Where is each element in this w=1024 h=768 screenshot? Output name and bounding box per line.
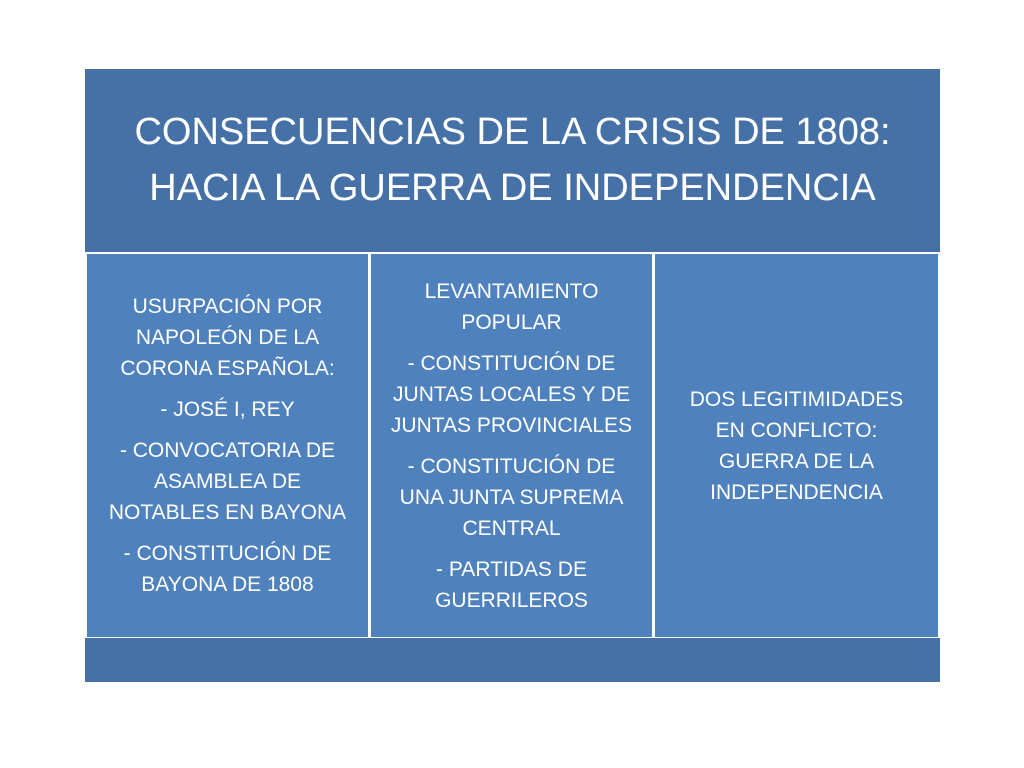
- column-1-item-1: - JOSÉ I, REY: [160, 398, 295, 421]
- columns-row: [85, 252, 940, 638]
- column-1-item-2: - CONVOCATORIA DE ASAMBLEA DE NOTABLES EN BAYONA: [108, 439, 347, 524]
- diagram-table: [85, 69, 940, 682]
- column-levantamiento: [371, 254, 652, 637]
- column-usurpacion: [87, 254, 368, 637]
- title-line-1: CONSECUENCIAS DE LA CRISIS DE 1808:: [134, 111, 891, 153]
- title-line-2: HACIA LA GUERRA DE INDEPENDENCIA: [149, 167, 876, 209]
- column-1-heading: USURPACIÓN POR NAPOLEÓN DE LA CORONA ESPAÑOLA:: [120, 295, 335, 380]
- column-3-text: DOS LEGITIMIDADES EN CONFLICTO: GUERRA DE LA INDEPENDENCIA: [689, 387, 904, 504]
- column-2-item-1: - CONSTITUCIÓN DE JUNTAS LOCALES Y DE JUNTAS PROVINCIALES: [390, 351, 633, 437]
- column-2-item-2: - CONSTITUCIÓN DE UNA JUNTA SUPREMA CENTRAL: [399, 454, 624, 540]
- column-1-item-3: - CONSTITUCIÓN DE BAYONA DE 1808: [123, 542, 332, 596]
- column-2-heading: LEVANTAMIENTO POPULAR: [424, 279, 599, 334]
- title-box: [85, 69, 940, 251]
- column-2-item-3: - PARTIDAS DE GUERRILEROS: [435, 557, 588, 612]
- footer-bar: [85, 639, 940, 682]
- column-legitimidades: [655, 254, 938, 637]
